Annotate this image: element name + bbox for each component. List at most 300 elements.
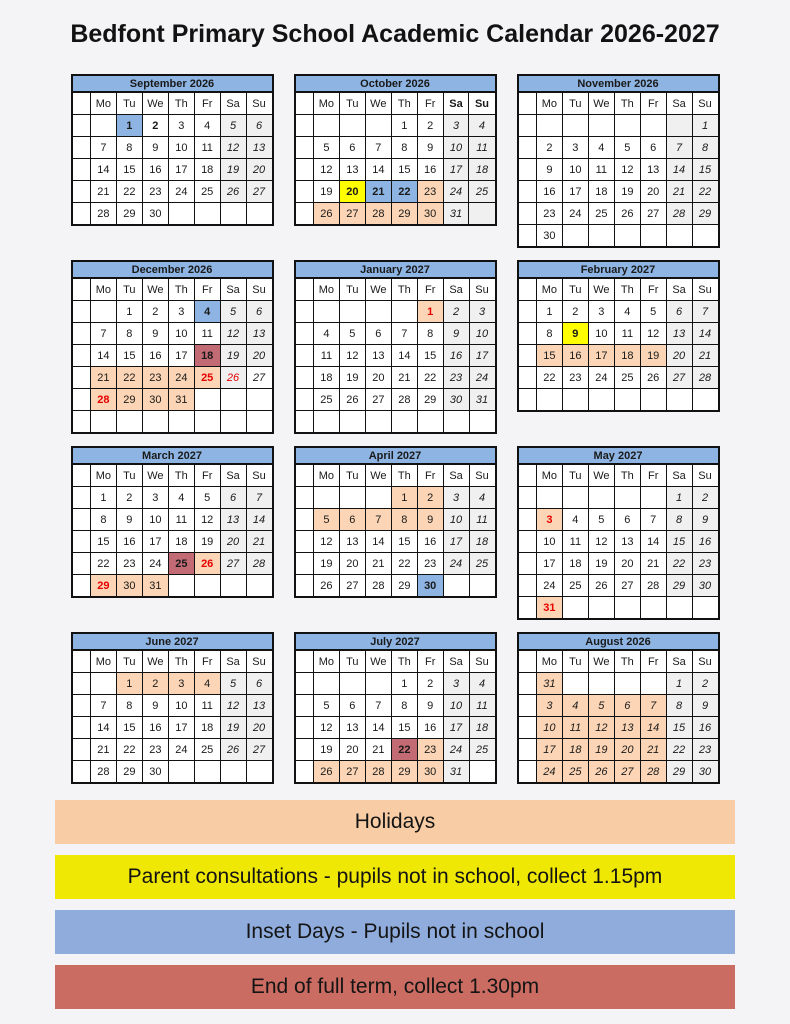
date-cell: 11 [313,345,339,367]
date-cell: 17 [168,159,194,181]
date-cell: 27 [614,575,640,597]
date-cell: 18 [194,345,220,367]
day-header: Mo [90,464,116,487]
date-cell: 5 [220,115,246,137]
empty-cell [562,225,588,248]
empty-cell [142,411,168,434]
date-cell: 28 [692,367,718,389]
day-header: We [588,278,614,301]
date-cell: 31 [168,389,194,411]
day-header: Sa [220,278,246,301]
day-header: Fr [194,650,220,673]
gutter-cell [518,739,537,761]
day-header: Sa [666,92,692,115]
date-cell: 3 [536,509,562,531]
gutter-cell [72,487,91,509]
legend-inset-days: Inset Days - Pupils not in school [55,910,735,954]
day-header: Fr [640,464,666,487]
date-cell: 9 [417,695,443,717]
date-cell: 2 [562,301,588,323]
date-cell: 12 [220,695,246,717]
day-header: Mo [90,92,116,115]
date-cell: 9 [142,695,168,717]
date-cell: 28 [90,761,116,784]
empty-cell [168,411,194,434]
day-header: Th [168,650,194,673]
date-cell: 24 [469,367,495,389]
date-cell: 19 [220,717,246,739]
day-header: Fr [640,92,666,115]
date-cell: 7 [640,509,666,531]
gutter-cell [518,509,537,531]
date-cell: 30 [692,575,718,597]
date-cell: 15 [391,717,417,739]
date-cell: 24 [536,761,562,784]
date-cell: 4 [469,115,496,137]
empty-cell [246,203,272,226]
date-cell: 20 [246,345,272,367]
date-cell: 26 [220,367,246,389]
date-cell: 5 [588,509,614,531]
date-cell: 17 [536,553,562,575]
day-header: Tu [339,278,365,301]
date-cell: 10 [168,137,194,159]
date-cell: 27 [220,553,246,575]
date-cell: 22 [391,553,417,575]
day-header: Fr [417,278,443,301]
date-cell: 30 [692,761,718,784]
date-cell: 24 [443,553,469,575]
date-cell: 1 [417,301,443,323]
date-cell: 27 [246,739,272,761]
empty-cell [168,761,194,784]
day-header: Su [692,650,718,673]
date-cell: 13 [246,695,272,717]
empty-cell [365,301,391,323]
date-cell: 25 [194,739,220,761]
date-cell: 4 [194,301,220,323]
empty-cell [90,411,116,434]
date-cell: 17 [443,717,469,739]
day-header: We [365,92,391,115]
day-header: Tu [562,650,588,673]
date-cell: 23 [417,181,443,203]
date-cell: 6 [640,137,666,159]
date-cell: 8 [417,323,443,345]
empty-cell [469,761,495,784]
date-cell: 26 [588,575,614,597]
empty-cell [588,673,614,695]
date-cell: 30 [417,575,443,598]
date-cell: 2 [417,487,443,509]
date-cell: 17 [168,717,194,739]
date-cell: 15 [116,159,142,181]
day-header: Su [469,650,495,673]
date-cell: 13 [666,323,692,345]
date-cell: 17 [443,531,469,553]
empty-cell [640,225,666,248]
date-cell: 28 [391,389,417,411]
date-cell: 3 [588,301,614,323]
day-header: Mo [536,92,562,115]
date-cell: 30 [116,575,142,598]
day-header: Su [692,278,718,301]
date-cell: 30 [417,203,443,226]
date-cell: 2 [142,115,168,137]
empty-cell [536,115,562,137]
gutter-cell [518,597,537,620]
date-cell: 5 [614,137,640,159]
empty-cell [194,389,220,411]
date-cell: 3 [168,673,194,695]
day-header: Sa [666,464,692,487]
date-cell: 30 [417,761,443,784]
date-cell: 3 [536,695,562,717]
day-header: Th [168,278,194,301]
empty-cell [588,389,614,412]
day-header: We [365,278,391,301]
date-cell: 14 [391,345,417,367]
empty-cell [640,115,666,137]
gutter-cell [518,92,537,115]
date-cell: 14 [666,159,692,181]
date-cell: 11 [469,695,495,717]
date-cell: 18 [562,739,588,761]
day-header: Sa [443,650,469,673]
date-cell: 2 [116,487,142,509]
gutter-cell [518,389,537,412]
date-cell: 4 [194,673,220,695]
date-cell: 3 [443,487,469,509]
month-calendar [294,446,497,598]
date-cell: 23 [142,181,168,203]
date-cell: 15 [391,531,417,553]
date-cell: 18 [194,717,220,739]
date-cell: 1 [666,673,692,695]
date-cell: 4 [562,509,588,531]
date-cell: 1 [536,301,562,323]
gutter-cell [295,553,314,575]
date-cell: 12 [588,531,614,553]
empty-cell [313,673,339,695]
date-cell: 26 [640,367,666,389]
month-title: February 2027 [518,261,719,278]
month-title: January 2027 [295,261,496,278]
date-cell: 16 [142,345,168,367]
date-cell: 31 [536,597,562,620]
date-cell: 8 [666,695,692,717]
date-cell: 22 [116,739,142,761]
empty-cell [692,389,718,412]
date-cell: 12 [194,509,220,531]
empty-cell [246,389,272,411]
date-cell: 19 [313,553,339,575]
gutter-cell [518,761,537,784]
legend-parent-consultations: Parent consultations - pupils not in school, collect 1.15pm [55,855,735,899]
gutter-cell [295,575,314,598]
date-cell: 16 [116,531,142,553]
day-header: Tu [116,92,142,115]
date-cell: 17 [469,345,495,367]
gutter-cell [518,115,537,137]
date-cell: 3 [168,115,194,137]
empty-cell [588,487,614,509]
date-cell: 19 [614,181,640,203]
gutter-cell [72,531,91,553]
date-cell: 12 [339,345,365,367]
legend [0,800,790,1009]
gutter-cell [295,509,314,531]
gutter-cell [72,137,91,159]
gutter-cell [518,553,537,575]
date-cell: 16 [417,717,443,739]
day-header: Th [168,92,194,115]
day-header: We [588,464,614,487]
empty-cell [220,411,246,434]
day-header: We [588,92,614,115]
empty-cell [562,487,588,509]
day-header: Th [391,464,417,487]
date-cell: 26 [588,761,614,784]
empty-cell [469,575,495,598]
date-cell: 14 [640,717,666,739]
gutter-cell [295,464,314,487]
date-cell: 11 [194,323,220,345]
empty-cell [666,389,692,412]
date-cell: 19 [220,345,246,367]
date-cell: 23 [417,553,443,575]
date-cell: 25 [313,389,339,411]
month-calendar [294,260,497,434]
month-title: November 2026 [518,75,719,92]
gutter-cell [72,650,91,673]
date-cell: 13 [640,159,666,181]
day-header: Su [246,278,272,301]
gutter-cell [295,717,314,739]
day-header: Fr [194,92,220,115]
gutter-cell [518,278,537,301]
empty-cell [246,761,272,784]
date-cell: 4 [562,695,588,717]
date-cell: 5 [313,695,339,717]
date-cell: 21 [666,181,692,203]
date-cell: 23 [443,367,469,389]
day-header: Tu [339,464,365,487]
date-cell: 18 [194,159,220,181]
gutter-cell [72,553,91,575]
date-cell: 19 [313,181,339,203]
date-cell: 13 [246,323,272,345]
date-cell: 31 [443,203,469,226]
date-cell: 10 [443,509,469,531]
month-title: June 2027 [72,633,273,650]
day-header: Mo [536,278,562,301]
date-cell: 23 [116,553,142,575]
date-cell: 24 [562,203,588,225]
date-cell: 9 [417,509,443,531]
month-calendar [294,74,497,226]
date-cell: 3 [562,137,588,159]
gutter-cell [295,92,314,115]
date-cell: 13 [339,159,365,181]
date-cell: 3 [168,301,194,323]
date-cell: 29 [666,761,692,784]
date-cell: 26 [220,181,246,203]
date-cell: 10 [168,695,194,717]
date-cell: 9 [443,323,469,345]
day-header: Tu [562,92,588,115]
gutter-cell [72,695,91,717]
date-cell: 15 [692,159,718,181]
date-cell: 17 [588,345,614,367]
date-cell: 28 [365,203,391,226]
date-cell: 20 [640,181,666,203]
gutter-cell [72,92,91,115]
date-cell: 24 [168,367,194,389]
date-cell: 1 [391,673,417,695]
gutter-cell [295,695,314,717]
date-cell: 29 [692,203,718,225]
date-cell: 16 [692,717,718,739]
empty-cell [339,115,365,137]
date-cell: 8 [391,695,417,717]
date-cell: 21 [640,553,666,575]
gutter-cell [72,717,91,739]
date-cell: 19 [588,739,614,761]
empty-cell [666,115,692,137]
date-cell: 5 [588,695,614,717]
date-cell: 19 [339,367,365,389]
date-cell: 21 [90,181,116,203]
day-header: We [588,650,614,673]
date-cell: 4 [588,137,614,159]
date-cell: 4 [168,487,194,509]
gutter-cell [295,761,314,784]
date-cell: 6 [614,695,640,717]
date-cell: 20 [365,367,391,389]
date-cell: 15 [666,717,692,739]
date-cell: 11 [562,717,588,739]
month-calendar [71,74,274,226]
day-header: We [142,650,168,673]
date-cell: 12 [313,159,339,181]
date-cell: 20 [246,159,272,181]
gutter-cell [518,487,537,509]
date-cell: 3 [142,487,168,509]
date-cell: 19 [194,531,220,553]
gutter-cell [295,487,314,509]
gutter-cell [295,650,314,673]
date-cell: 29 [116,761,142,784]
gutter-cell [518,367,537,389]
calendar-grid [0,74,790,784]
date-cell: 21 [391,367,417,389]
date-cell: 28 [365,761,391,784]
date-cell: 18 [562,553,588,575]
gutter-cell [295,278,314,301]
date-cell: 18 [588,181,614,203]
date-cell: 1 [116,115,142,137]
date-cell: 13 [339,717,365,739]
date-cell: 1 [116,301,142,323]
date-cell: 23 [536,203,562,225]
date-cell: 26 [313,203,339,226]
date-cell: 14 [640,531,666,553]
date-cell: 5 [220,301,246,323]
date-cell: 14 [90,345,116,367]
date-cell: 15 [536,345,562,367]
date-cell: 21 [90,739,116,761]
empty-cell [469,203,496,226]
empty-cell [168,575,194,598]
date-cell: 6 [614,509,640,531]
date-cell: 27 [365,389,391,411]
date-cell: 18 [168,531,194,553]
day-header: Su [246,464,272,487]
gutter-cell [295,411,314,434]
date-cell: 14 [365,159,391,181]
gutter-cell [295,345,314,367]
empty-cell [666,225,692,248]
day-header: Fr [194,278,220,301]
date-cell: 13 [614,531,640,553]
empty-cell [469,411,495,434]
date-cell: 30 [142,389,168,411]
date-cell: 13 [339,531,365,553]
legend-holidays: Holidays [55,800,735,844]
gutter-cell [518,181,537,203]
day-header: Fr [417,650,443,673]
gutter-cell [72,323,91,345]
date-cell: 29 [391,203,417,226]
month-title: August 2026 [518,633,719,650]
date-cell: 29 [391,575,417,598]
date-cell: 12 [313,717,339,739]
day-header: Mo [313,650,339,673]
gutter-cell [72,301,91,323]
day-header: Fr [194,464,220,487]
date-cell: 24 [168,739,194,761]
date-cell: 7 [90,323,116,345]
gutter-cell [518,137,537,159]
date-cell: 19 [220,159,246,181]
gutter-cell [72,575,91,598]
gutter-cell [295,739,314,761]
gutter-cell [518,225,537,248]
day-header: Su [469,278,495,301]
date-cell: 11 [588,159,614,181]
date-cell: 5 [313,137,339,159]
empty-cell [313,487,339,509]
gutter-cell [295,389,314,411]
date-cell: 18 [469,531,495,553]
empty-cell [417,411,443,434]
date-cell: 9 [417,137,443,159]
date-cell: 10 [588,323,614,345]
date-cell: 6 [220,487,246,509]
date-cell: 24 [588,367,614,389]
empty-cell [562,389,588,412]
empty-cell [443,575,469,598]
empty-cell [220,575,246,598]
date-cell: 29 [417,389,443,411]
date-cell: 20 [220,531,246,553]
date-cell: 20 [339,739,365,761]
empty-cell [116,411,142,434]
gutter-cell [295,203,314,226]
date-cell: 1 [90,487,116,509]
gutter-cell [295,531,314,553]
